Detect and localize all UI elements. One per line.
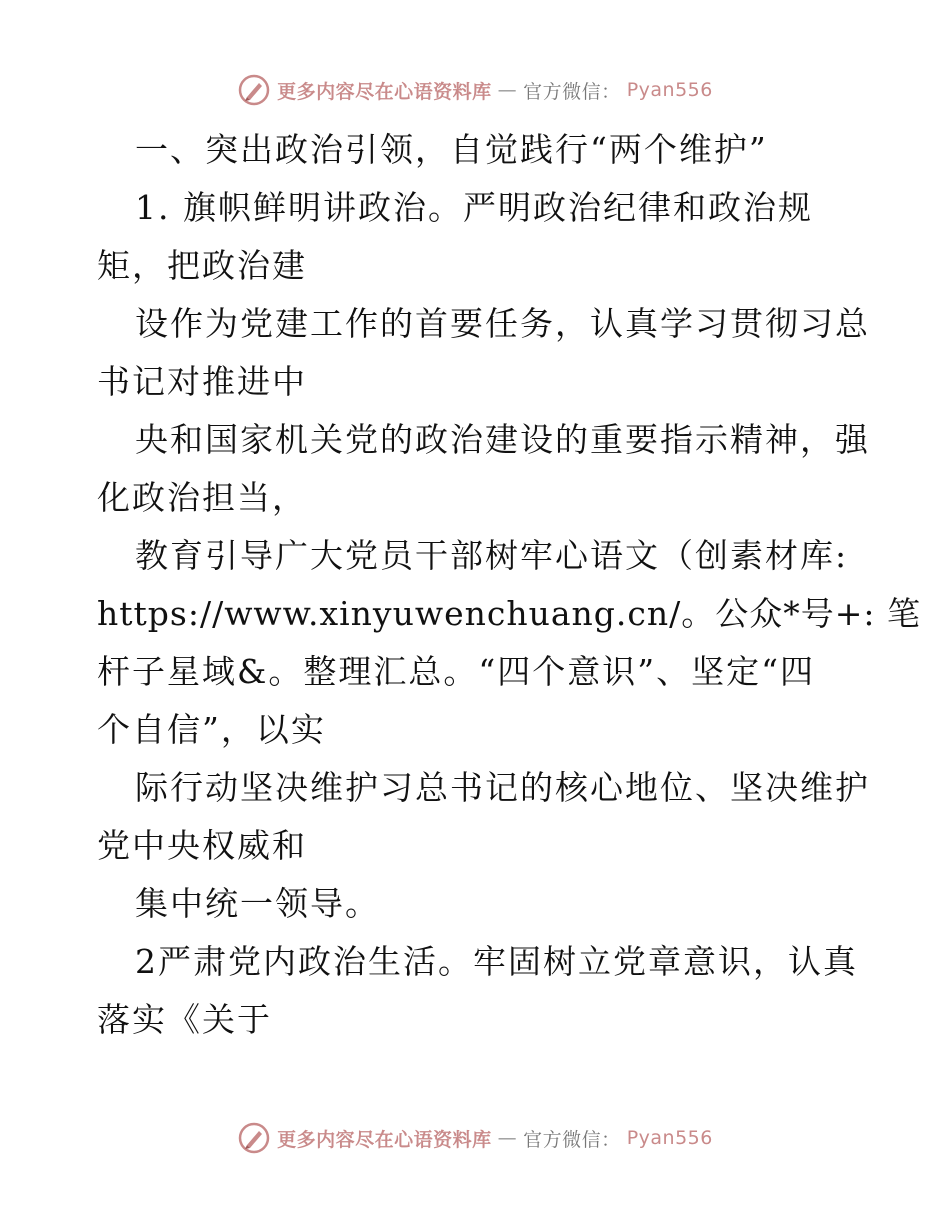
paragraph-line: 矩，把政治建: [97, 246, 307, 285]
paragraph-line: 设作为党建工作的首要任务，认真学习贯彻习总: [135, 304, 870, 343]
pen-logo-icon: [237, 73, 271, 107]
watermark-header: [0, 70, 950, 110]
watermark-id: Pyan556: [626, 79, 713, 101]
watermark-footer: [0, 1118, 950, 1158]
watermark-label: 官方微信：: [523, 80, 621, 103]
paragraph-line: 个自信”，以实: [97, 710, 326, 749]
paragraph-line: 际行动坚决维护习总书记的核心地位、坚决维护: [135, 768, 870, 807]
paragraph-line: 杆子星域&。整理汇总。“四个意识”、坚定“四: [97, 652, 815, 691]
paragraph-line: 化政治担当，: [97, 478, 307, 517]
paragraph-line: 央和国家机关党的政治建设的重要指示精神，强: [135, 420, 870, 459]
paragraph-line: 书记对推进中: [97, 362, 307, 401]
paragraph-line: 落实《关于: [97, 1000, 272, 1039]
paragraph-line: 2严肃党内政治生活。牢固树立党章意识，认真: [135, 942, 858, 981]
watermark-text: 更多内容尽在心语资料库: [277, 1128, 492, 1151]
watermark-label: 官方微信：: [523, 1128, 621, 1151]
pen-logo-icon: [237, 1121, 271, 1155]
paragraph-line: 集中统一领导。: [135, 884, 380, 923]
paragraph-line: 党中央权威和: [97, 826, 307, 865]
paragraph-line: 1. 旗帜鲜明讲政治。严明政治纪律和政治规: [135, 188, 813, 227]
watermark-id: Pyan556: [626, 1127, 713, 1149]
watermark-separator: —: [497, 1127, 518, 1149]
paragraph-line: 教育引导广大党员干部树牢心语文（创素材库:: [135, 536, 849, 575]
watermark-separator: —: [497, 79, 518, 101]
watermark-text: 更多内容尽在心语资料库: [277, 80, 492, 103]
section-heading: 一、突出政治引领，自觉践行“两个维护”: [135, 130, 768, 169]
paragraph-line: https://www.xinyuwenchuang.cn/。公众*号+: 笔: [97, 594, 921, 633]
